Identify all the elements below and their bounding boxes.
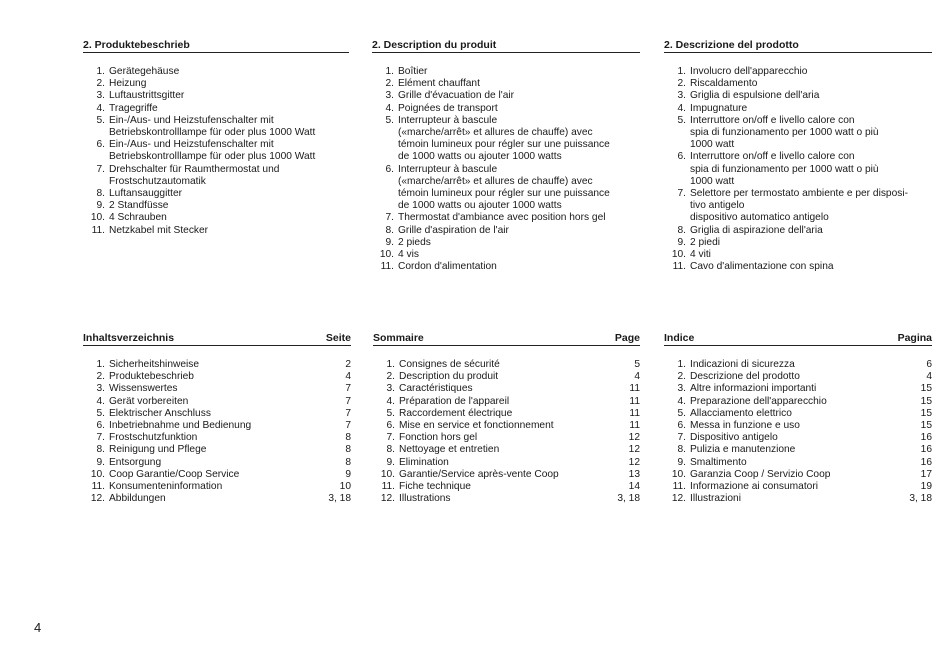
list-item <box>83 493 351 505</box>
item-number: 10. <box>90 468 105 480</box>
item-number: 8. <box>677 224 686 236</box>
item-text: Messa in funzione e uso <box>690 420 800 432</box>
item-number: 1. <box>385 66 394 77</box>
item-text: Frostschutzfunktion <box>109 432 198 444</box>
item-number: 6. <box>96 420 105 432</box>
list-item <box>83 103 349 115</box>
list-item <box>373 493 640 505</box>
item-text: Luftansauggitter <box>109 188 183 200</box>
item-page: 13 <box>628 468 640 480</box>
list-item <box>373 457 640 469</box>
list-item <box>664 188 932 225</box>
item-page: 8 <box>345 432 351 444</box>
list-item <box>83 212 349 224</box>
item-text: Griglia di aspirazione dell'aria <box>690 224 823 236</box>
list-item <box>664 432 932 444</box>
item-page: 7 <box>345 407 351 419</box>
item-number: 7. <box>386 432 395 444</box>
item-page: 8 <box>345 444 351 456</box>
item-number: 11. <box>672 481 686 493</box>
item-text: Interruttore on/off e livello calore con spia di funzionamento per 1000 watt o più 1000 watt <box>690 151 879 187</box>
item-text: Inbetriebnahme und Bedienung <box>109 420 252 432</box>
item-text: Description du produit <box>399 371 499 383</box>
item-text: Sicherheitshinweise <box>109 359 200 370</box>
item-text: Coop Garantie/Coop Service <box>109 468 240 480</box>
item-text: Wissenswertes <box>109 383 178 395</box>
list-item <box>372 103 640 115</box>
item-number: 6. <box>96 139 105 151</box>
item-page: 15 <box>920 407 932 419</box>
item-text: 4 vis <box>398 249 419 261</box>
list-item <box>373 420 640 432</box>
list-item <box>83 396 351 408</box>
item-text: Tragegriffe <box>109 102 158 114</box>
item-text: Caractéristiques <box>399 383 473 395</box>
item-number: 1. <box>96 66 105 77</box>
item-page: 11 <box>629 420 640 432</box>
item-number: 10. <box>380 468 395 480</box>
list-item <box>664 151 932 188</box>
item-page: 15 <box>920 383 932 395</box>
item-number: 10. <box>671 249 686 261</box>
section-heading: 2. Description du produit <box>372 39 640 53</box>
list-item <box>83 139 349 163</box>
list-item <box>664 469 932 481</box>
item-number: 6. <box>677 420 686 432</box>
item-page: 8 <box>345 456 351 468</box>
item-page: 11 <box>629 395 640 407</box>
list-item <box>664 103 932 115</box>
list-item <box>83 457 351 469</box>
list-item <box>373 371 640 383</box>
item-number: 5. <box>385 114 394 126</box>
page-column-label: Page <box>614 332 640 344</box>
page-column-label: Seite <box>325 332 351 344</box>
toc-heading: Sommaire Page <box>373 332 640 344</box>
item-page: 12 <box>628 456 640 468</box>
item-page: 9 <box>345 468 351 480</box>
item-page: 2 <box>345 359 351 370</box>
item-number: 2. <box>677 371 686 383</box>
list-item <box>664 90 932 102</box>
list-item <box>83 371 351 383</box>
item-text: Fonction hors gel <box>399 432 478 444</box>
toc-heading: Inhaltsverzeichnis Seite <box>83 332 351 344</box>
list-item <box>373 444 640 456</box>
list-item <box>83 225 349 237</box>
item-number: 1. <box>96 359 105 370</box>
item-number: 4. <box>386 395 395 407</box>
item-number: 2. <box>677 78 686 90</box>
item-page: 4 <box>926 371 932 383</box>
item-text: Nettoyage et entretien <box>399 444 500 456</box>
item-number: 7. <box>385 212 394 224</box>
item-text: Entsorgung <box>109 456 162 468</box>
item-text: Ein-/Aus- und Heizstufenschalter mit Betriebskontrolllampe für oder plus 1000 Watt <box>109 114 316 139</box>
item-text: Selettore per termostato ambiente e per disposi- tivo antigelo dispositivo automatico antigelo <box>690 188 909 224</box>
item-text: Drehschalter für Raumthermostat und Frostschutzautomatik <box>109 163 280 187</box>
item-number: 9. <box>96 200 105 212</box>
list-item <box>372 249 640 261</box>
item-number: 5. <box>386 407 395 419</box>
toc-fr <box>373 332 640 505</box>
item-number: 7. <box>96 432 105 444</box>
item-text: Reinigung und Pflege <box>109 444 207 456</box>
list-item <box>664 493 932 505</box>
list-item <box>664 78 932 90</box>
list-item <box>373 396 640 408</box>
item-page: 12 <box>628 432 640 444</box>
item-number: 9. <box>677 236 686 248</box>
item-number: 12. <box>90 493 105 505</box>
item-page: 3, 18 <box>909 493 932 505</box>
item-text: 4 Schrauben <box>109 212 167 224</box>
item-text: Gerät vorbereiten <box>109 395 189 407</box>
item-text: Fiche technique <box>399 481 471 493</box>
list-item <box>664 396 932 408</box>
item-number: 4. <box>677 102 686 114</box>
list-item <box>83 115 349 139</box>
item-number: 3. <box>96 90 105 102</box>
item-number: 4. <box>677 395 686 407</box>
item-text: Luftaustrittsgitter <box>109 90 185 102</box>
list-item <box>664 66 932 78</box>
list-item <box>372 78 640 90</box>
item-text: Abbildungen <box>109 493 166 505</box>
list-item <box>83 200 349 212</box>
item-text: Boîtier <box>398 66 428 77</box>
list-item <box>372 115 640 164</box>
list-item <box>664 408 932 420</box>
item-number: 8. <box>677 444 686 456</box>
item-number: 1. <box>386 359 395 370</box>
description-de <box>83 39 349 237</box>
item-text: Descrizione del prodotto <box>690 371 800 383</box>
item-number: 2. <box>96 371 105 383</box>
item-text: Poignées de transport <box>398 102 498 114</box>
item-number: 5. <box>96 114 105 126</box>
list-item <box>83 66 349 78</box>
item-page: 15 <box>920 395 932 407</box>
item-text: Consignes de sécurité <box>399 359 500 370</box>
description-list <box>372 66 640 273</box>
description-fr <box>372 39 640 273</box>
item-number: 10. <box>671 468 686 480</box>
item-text: Elektrischer Anschluss <box>109 407 211 419</box>
list-item <box>83 420 351 432</box>
item-page: 7 <box>345 383 351 395</box>
item-text: Elément chauffant <box>398 78 480 90</box>
item-page: 15 <box>920 420 932 432</box>
list-item <box>83 164 349 188</box>
toc-list <box>373 359 640 505</box>
item-text: Heizung <box>109 78 147 90</box>
item-text: Grille d'aspiration de l'air <box>398 224 509 236</box>
item-text: 2 Standfüsse <box>109 200 169 212</box>
item-text: Konsumenteninformation <box>109 481 223 493</box>
toc-list <box>83 359 351 505</box>
item-number: 2. <box>96 78 105 90</box>
item-page: 14 <box>628 481 640 493</box>
item-text: Ein-/Aus- und Heizstufenschalter mit Betriebskontrolllampe für oder plus 1000 Watt <box>109 139 316 163</box>
item-text: Pulizia e manutenzione <box>690 444 796 456</box>
item-text: Allacciamento elettrico <box>690 407 792 419</box>
item-text: Altre informazioni importanti <box>690 383 817 395</box>
section-heading: 2. Produktebeschrieb <box>83 39 349 53</box>
item-text: Dispositivo antigelo <box>690 432 778 444</box>
item-number: 6. <box>386 420 395 432</box>
item-page: 11 <box>629 407 640 419</box>
item-page: 10 <box>339 481 351 493</box>
item-number: 4. <box>385 102 394 114</box>
list-item <box>83 90 349 102</box>
toc-heading: Indice Pagina <box>664 332 932 344</box>
list-item <box>664 115 932 152</box>
list-item <box>664 383 932 395</box>
item-number: 4. <box>96 102 105 114</box>
item-number: 5. <box>677 407 686 419</box>
list-item <box>83 444 351 456</box>
list-item <box>372 164 640 213</box>
list-item <box>664 359 932 371</box>
item-text: 2 piedi <box>690 236 721 248</box>
item-text: Cordon d'alimentation <box>398 261 497 273</box>
item-text: Produktebeschrieb <box>109 371 194 383</box>
item-page: 3, 18 <box>328 493 351 505</box>
item-number: 3. <box>96 383 105 395</box>
item-page: 7 <box>345 395 351 407</box>
toc-it <box>664 332 932 505</box>
item-page: 19 <box>920 481 932 493</box>
item-number: 9. <box>677 456 686 468</box>
list-item <box>373 432 640 444</box>
item-text: Smaltimento <box>690 456 747 468</box>
item-number: 11. <box>91 224 105 236</box>
item-page: 3, 18 <box>617 493 640 505</box>
item-text: Mise en service et fonctionnement <box>399 420 554 432</box>
item-number: 12. <box>380 493 395 505</box>
item-number: 6. <box>677 151 686 163</box>
section-heading: 2. Descrizione del prodotto <box>664 39 932 53</box>
list-item <box>664 261 932 273</box>
item-text: Illustrazioni <box>690 493 741 505</box>
item-number: 9. <box>386 456 395 468</box>
item-number: 3. <box>385 90 394 102</box>
list-item <box>664 444 932 456</box>
item-number: 11. <box>672 261 686 273</box>
item-number: 10. <box>90 212 105 224</box>
item-text: Interrupteur à bascule («marche/arrêt» et allures de chauffe) avec témoin lumineux pour régler sur une puissance de 1000 watts ou ajouter 1000 watts <box>398 114 610 163</box>
item-text: Elimination <box>399 456 449 468</box>
description-list <box>83 66 349 237</box>
item-number: 10. <box>379 249 394 261</box>
item-text: 4 viti <box>690 249 711 261</box>
item-page: 16 <box>920 444 932 456</box>
list-item <box>664 237 932 249</box>
item-number: 9. <box>96 456 105 468</box>
item-text: Cavo d'alimentazione con spina <box>690 261 834 273</box>
item-text: Raccordement électrique <box>399 407 513 419</box>
item-text: Netzkabel mit Stecker <box>109 224 209 236</box>
item-page: 16 <box>920 456 932 468</box>
list-item <box>83 469 351 481</box>
item-number: 2. <box>385 78 394 90</box>
item-number: 1. <box>677 66 686 77</box>
item-text: Impugnature <box>690 102 748 114</box>
list-item <box>664 481 932 493</box>
list-item <box>372 90 640 102</box>
item-text: Indicazioni di sicurezza <box>690 359 795 370</box>
list-item <box>664 420 932 432</box>
item-number: 6. <box>385 163 394 175</box>
list-item <box>373 383 640 395</box>
list-item <box>373 481 640 493</box>
item-page: 5 <box>634 359 640 370</box>
item-text: Garanzia Coop / Servizio Coop <box>690 468 831 480</box>
list-item <box>83 481 351 493</box>
list-item <box>83 78 349 90</box>
list-item <box>373 359 640 371</box>
item-number: 1. <box>677 359 686 370</box>
item-number: 7. <box>677 188 686 200</box>
description-it <box>664 39 932 273</box>
item-text: 2 pieds <box>398 236 431 248</box>
list-item <box>83 432 351 444</box>
item-number: 11. <box>91 481 105 493</box>
item-page: 17 <box>920 468 932 480</box>
item-text: Involucro dell'apparecchio <box>690 66 808 77</box>
item-text: Grille d'évacuation de l'air <box>398 90 515 102</box>
item-number: 7. <box>96 163 105 175</box>
item-number: 2. <box>386 371 395 383</box>
list-item <box>664 249 932 261</box>
item-number: 3. <box>677 90 686 102</box>
list-item <box>83 188 349 200</box>
item-number: 11. <box>381 481 395 493</box>
item-number: 7. <box>677 432 686 444</box>
list-item <box>83 408 351 420</box>
item-number: 8. <box>386 444 395 456</box>
item-text: Préparation de l'appareil <box>399 395 510 407</box>
page-number: 4 <box>34 620 42 635</box>
item-page: 7 <box>345 420 351 432</box>
item-number: 8. <box>96 188 105 200</box>
list-item <box>372 237 640 249</box>
item-number: 4. <box>96 395 105 407</box>
item-number: 3. <box>386 383 395 395</box>
item-text: Riscaldamento <box>690 78 758 90</box>
page-column-label: Pagina <box>897 332 932 344</box>
list-item <box>664 225 932 237</box>
list-item <box>373 469 640 481</box>
item-page: 11 <box>629 383 640 395</box>
item-page: 6 <box>926 359 932 370</box>
item-text: Garantie/Service après-vente Coop <box>399 468 559 480</box>
item-text: Thermostat d'ambiance avec position hors gel <box>398 212 606 224</box>
item-text: Gerätegehäuse <box>109 66 180 77</box>
item-number: 5. <box>96 407 105 419</box>
list-item <box>372 225 640 237</box>
item-number: 5. <box>677 114 686 126</box>
item-text: Preparazione dell'apparecchio <box>690 395 827 407</box>
list-item <box>373 408 640 420</box>
item-number: 11. <box>380 261 394 273</box>
toc-de <box>83 332 351 505</box>
list-item <box>83 359 351 371</box>
item-text: Illustrations <box>399 493 451 505</box>
item-text: Informazione ai consumatori <box>690 481 818 493</box>
list-item <box>664 457 932 469</box>
item-number: 12. <box>671 493 686 505</box>
item-number: 8. <box>96 444 105 456</box>
item-text: Interruttore on/off e livello calore con spia di funzionamento per 1000 watt o più 1000 watt <box>690 114 879 151</box>
description-list <box>664 66 932 273</box>
item-page: 4 <box>345 371 351 383</box>
item-page: 16 <box>920 432 932 444</box>
list-item <box>372 212 640 224</box>
item-number: 8. <box>385 224 394 236</box>
item-text: Interrupteur à bascule («marche/arrêt» et allures de chauffe) avec témoin lumineux pour régler sur une puissance de 1000 watts ou ajouter 1000 watts <box>398 163 610 212</box>
list-item <box>83 383 351 395</box>
item-text: Griglia di espulsione dell'aria <box>690 90 820 102</box>
list-item <box>372 66 640 78</box>
item-number: 9. <box>385 236 394 248</box>
toc-list <box>664 359 932 505</box>
item-page: 12 <box>628 444 640 456</box>
list-item <box>664 371 932 383</box>
item-page: 4 <box>634 371 640 383</box>
list-item <box>372 261 640 273</box>
item-number: 3. <box>677 383 686 395</box>
